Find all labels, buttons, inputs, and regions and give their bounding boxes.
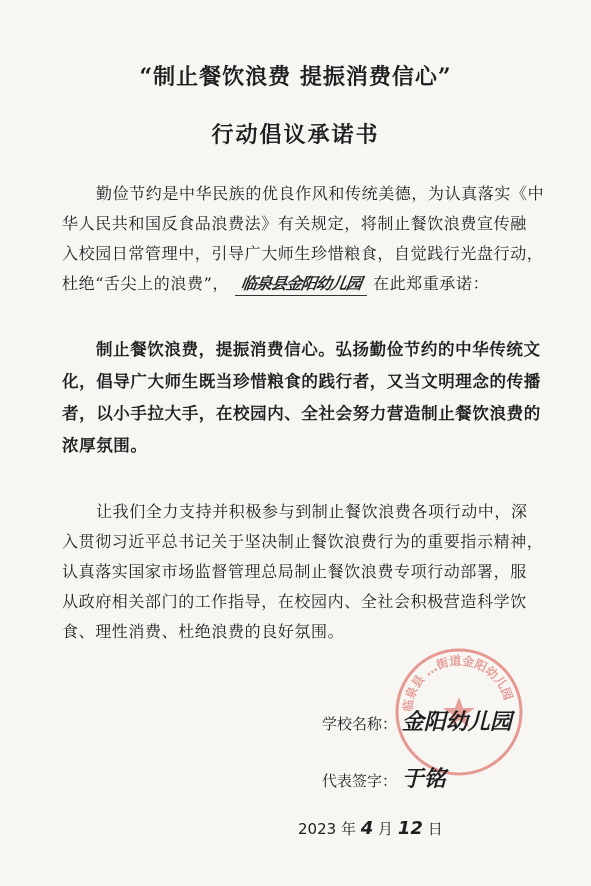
paragraph-line: 化，倡导广大师生既当珍惜粮食的践行者，又当文明理念的传播 bbox=[62, 372, 541, 391]
paragraph-call-to-action bbox=[62, 497, 544, 647]
representative-label: 代表签字： bbox=[322, 772, 398, 790]
paragraph-line: 华人民共和国反食品浪费法》有关规定，将制止餐饮浪费宣传融 bbox=[62, 214, 527, 233]
paragraph-text: 在此郑重承诺： bbox=[372, 274, 490, 293]
handwritten-month: 4 bbox=[360, 818, 374, 839]
school-name-row bbox=[322, 705, 512, 736]
paragraph-line: 让我们全力支持并积极参与到制止餐饮浪费各项行动中，深 bbox=[96, 502, 528, 521]
document-title-line1: “制止餐饮浪费 提振消费信心” bbox=[139, 64, 452, 90]
paragraph-line: 勤俭节约是中华民族的优良作风和传统美德，为认真落实《中 bbox=[96, 184, 545, 203]
date-row bbox=[298, 818, 443, 839]
handwritten-org-name: 临泉县金阳幼儿园 bbox=[239, 274, 363, 293]
paragraph-line: 从政府相关部门的工作指导，在校园内、全社会积极营造科学饮 bbox=[62, 592, 527, 611]
paragraph-intro bbox=[62, 179, 545, 299]
paragraph-text: 杜绝“舌尖上的浪费”， bbox=[62, 274, 229, 293]
date-day-unit: 日 bbox=[427, 820, 443, 838]
paragraph-commitment bbox=[62, 334, 541, 462]
paragraph-line-with-org bbox=[62, 269, 532, 299]
seal-text: 临泉县 …街道金阳幼儿园 bbox=[400, 653, 516, 713]
handwritten-signature: 于铭 bbox=[401, 767, 446, 792]
handwritten-school-name: 金阳幼儿园 bbox=[401, 710, 512, 735]
paragraph-line: 浓厚氛围。 bbox=[62, 436, 148, 455]
date-year: 2023 年 bbox=[298, 820, 356, 838]
document-title-line2: 行动倡议承诺书 bbox=[211, 122, 380, 148]
date-month-unit: 月 bbox=[378, 820, 394, 838]
paragraph-line: 认真落实国家市场监督管理总局制止餐饮浪费专项行动部署，服 bbox=[62, 562, 527, 581]
paragraph-line: 入贯彻习近平总书记关于坚决制止餐饮浪费行为的重要指示精神， bbox=[62, 532, 544, 551]
org-fill-line bbox=[235, 273, 367, 296]
paragraph-line: 食、理性消费、杜绝浪费的良好氛围。 bbox=[62, 622, 345, 641]
school-name-label: 学校名称： bbox=[322, 715, 398, 733]
paragraph-line: 入校园日常管理中，引导广大师生珍惜粮食，自觉践行光盘行动， bbox=[62, 244, 544, 263]
paragraph-line: 制止餐饮浪费，提振消费信心。弘扬勤俭节约的中华传统文 bbox=[96, 340, 541, 359]
representative-signature-row bbox=[322, 762, 446, 793]
paragraph-line: 者，以小手拉大手，在校园内、全社会努力营造制止餐饮浪费的 bbox=[62, 404, 541, 423]
handwritten-day: 12 bbox=[397, 818, 423, 839]
